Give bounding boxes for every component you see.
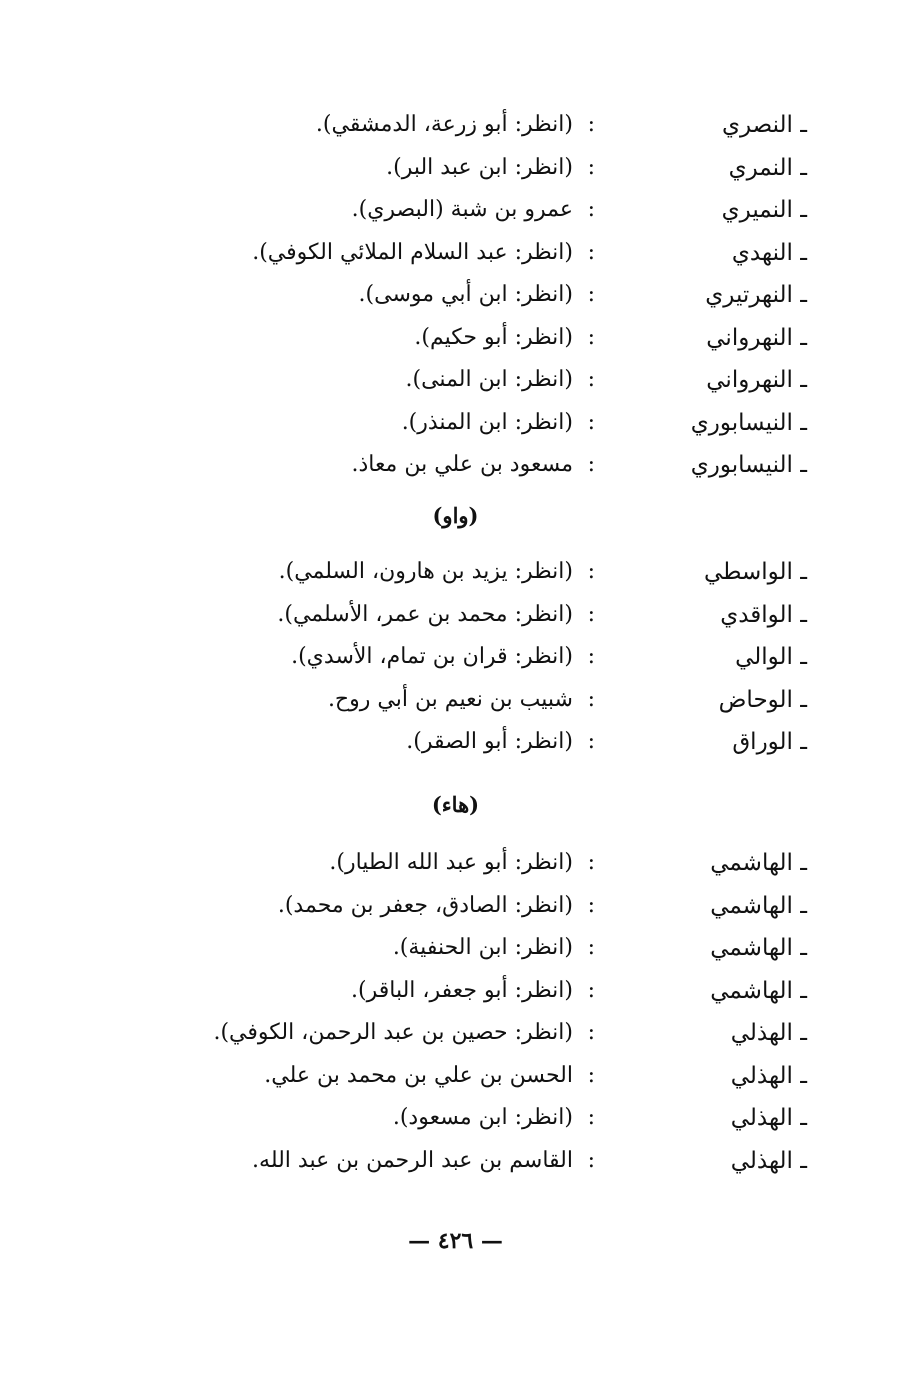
- entry-row: [0, 1012, 911, 1055]
- entry-colon: :: [587, 559, 595, 584]
- entry-reference: (انظر: أبو الصقر).: [406, 729, 573, 754]
- entry-colon: :: [587, 729, 595, 754]
- page-number: — ٤٢٦ —: [408, 1228, 503, 1254]
- entry-row: [0, 636, 911, 679]
- entry-colon: :: [587, 324, 595, 350]
- entry-row: [0, 885, 911, 928]
- entry-reference: شبيب بن نعيم بن أبي روح.: [327, 686, 573, 712]
- entry-colon: :: [587, 850, 595, 875]
- entry-reference: (انظر: ابن مسعود).: [392, 1105, 573, 1130]
- entry-colon: :: [587, 197, 595, 222]
- entry-colon: :: [587, 1147, 595, 1173]
- entry-name: ـ الوالي: [735, 644, 807, 670]
- entry-colon: :: [587, 935, 595, 960]
- entry-row: [0, 274, 911, 317]
- entry-reference: (انظر: أبو جعفر، الباقر).: [351, 977, 573, 1003]
- entry-colon: :: [587, 1062, 595, 1088]
- entry-reference: (انظر: أبو حكيم).: [414, 324, 573, 350]
- entry-row: [0, 104, 911, 147]
- entry-reference: (انظر: ابن المنى).: [405, 367, 573, 392]
- entry-colon: :: [587, 112, 595, 137]
- section-heading-waw: (واو): [432, 503, 479, 528]
- entry-row: [0, 842, 911, 885]
- entry-name: ـ النصري: [721, 112, 807, 138]
- entry-row: [0, 1140, 911, 1183]
- entry-row: [0, 551, 911, 594]
- entry-reference: الحسن بن علي بن محمد بن علي.: [264, 1062, 573, 1088]
- entry-colon: :: [587, 601, 595, 627]
- entry-reference: (انظر: الصادق، جعفر بن محمد).: [277, 892, 573, 918]
- entry-colon: :: [587, 452, 595, 477]
- entry-name: ـ الهاشمي: [710, 892, 807, 919]
- entry-name: ـ النهرتيري: [705, 282, 807, 308]
- entry-reference: (انظر: ابن الحنفية).: [392, 935, 573, 960]
- entry-colon: :: [587, 644, 595, 669]
- entry-row: [0, 1055, 911, 1098]
- entry-reference: (انظر: عبد السلام الملائي الكوفي).: [252, 239, 573, 265]
- section-waw: [0, 551, 911, 764]
- entry-row: [0, 721, 911, 764]
- entry-row: [0, 317, 911, 360]
- entry-colon: :: [587, 282, 595, 307]
- entry-name: ـ الهاشمي: [710, 850, 807, 876]
- entry-name: ـ الواسطي: [703, 559, 807, 585]
- entry-row: [0, 359, 911, 402]
- entry-row: [0, 679, 911, 722]
- entry-reference: (انظر: محمد بن عمر، الأسلمي).: [277, 601, 573, 627]
- entry-reference: (انظر: ابن أبي موسى).: [358, 282, 573, 307]
- entry-reference: عمرو بن شبة (البصري).: [351, 197, 573, 222]
- entry-reference: مسعود بن علي بن معاذ.: [351, 452, 573, 477]
- entry-row: [0, 189, 911, 232]
- entry-reference: (انظر: قران بن تمام، الأسدي).: [291, 644, 573, 669]
- entry-colon: :: [587, 977, 595, 1003]
- entry-name: ـ الهذلي: [730, 1105, 807, 1131]
- entry-colon: :: [587, 239, 595, 265]
- entry-reference: (انظر: ابن المنذر).: [401, 409, 573, 435]
- entry-name: ـ الهذلي: [730, 1147, 807, 1174]
- entry-name: ـ الهاشمي: [710, 977, 807, 1004]
- entry-name: ـ النميري: [721, 197, 807, 223]
- entry-row: [0, 594, 911, 637]
- entry-row: [0, 402, 911, 445]
- entry-row: [0, 927, 911, 970]
- entry-reference: القاسم بن عبد الرحمن بن عبد الله.: [252, 1147, 573, 1173]
- entry-name: ـ الهذلي: [730, 1020, 807, 1046]
- entry-name: ـ الهذلي: [730, 1062, 807, 1089]
- entry-name: ـ النهرواني: [706, 367, 807, 393]
- entry-colon: :: [587, 367, 595, 392]
- entry-name: ـ النهرواني: [706, 324, 807, 351]
- entry-colon: :: [587, 892, 595, 918]
- section-nun: [0, 104, 911, 487]
- entry-row: [0, 147, 911, 190]
- entry-colon: :: [587, 154, 595, 180]
- entry-name: ـ الهاشمي: [710, 935, 807, 961]
- entry-row: [0, 232, 911, 275]
- entry-row: [0, 1097, 911, 1140]
- entry-colon: :: [587, 1105, 595, 1130]
- entry-reference: (انظر: أبو زرعة، الدمشقي).: [315, 112, 573, 137]
- entry-reference: (انظر: أبو عبد الله الطيار).: [329, 850, 573, 875]
- entry-reference: (انظر: ابن عبد البر).: [386, 154, 573, 180]
- entry-name: ـ الوحاض: [718, 686, 807, 713]
- section-heading-ha: (هاء): [431, 792, 480, 817]
- section-ha: [0, 842, 911, 1182]
- entry-row: [0, 444, 911, 487]
- entry-name: ـ النمري: [728, 154, 807, 181]
- entry-reference: (انظر: حصين بن عبد الرحمن، الكوفي).: [213, 1020, 573, 1045]
- entry-name: ـ النهدي: [731, 239, 807, 266]
- entry-colon: :: [587, 409, 595, 435]
- entry-name: ـ الواقدي: [720, 601, 807, 628]
- entry-colon: :: [587, 686, 595, 712]
- entry-name: ـ الوراق: [732, 729, 807, 755]
- entry-name: ـ النيسابوري: [690, 409, 807, 436]
- entry-row: [0, 970, 911, 1013]
- entry-colon: :: [587, 1020, 595, 1045]
- entry-reference: (انظر: يزيد بن هارون، السلمي).: [278, 559, 573, 584]
- entry-name: ـ النيسابوري: [690, 452, 807, 478]
